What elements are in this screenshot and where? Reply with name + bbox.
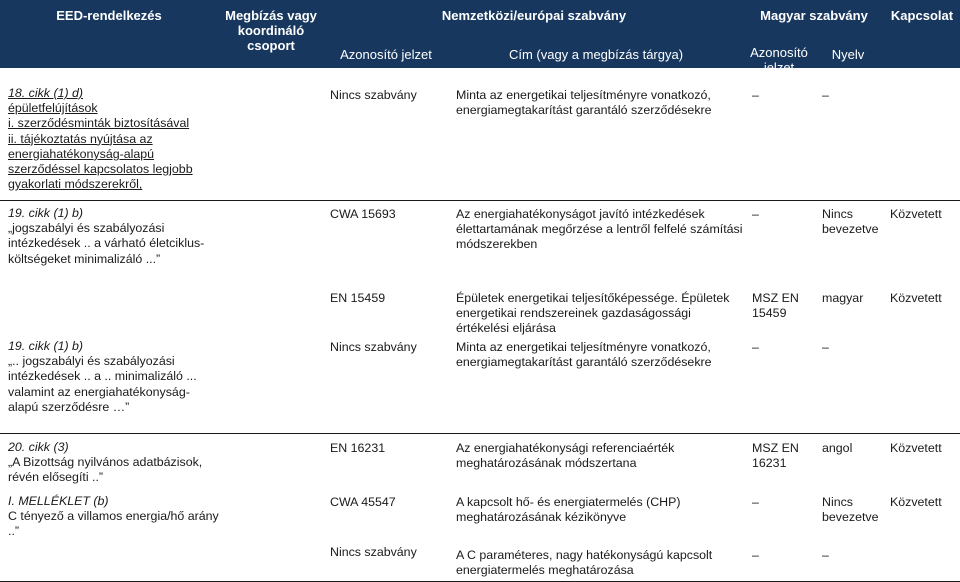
provision-ref: 19. cikk (1) b) — [8, 206, 84, 220]
relation: Közvetett — [890, 207, 942, 221]
language: – — [822, 88, 829, 102]
hu-standard-id: – — [752, 495, 759, 509]
relation: Közvetett — [890, 441, 942, 455]
provision-ref: 20. cikk (3) — [8, 440, 69, 454]
standard-id: Nincs szabvány — [330, 88, 417, 102]
hu-standard-id: – — [752, 207, 759, 221]
language: – — [822, 548, 829, 562]
row-divider — [0, 200, 960, 201]
row-divider — [0, 433, 960, 434]
language: Nincs bevezetve — [822, 495, 879, 525]
header-relation: Kapcsolat — [890, 8, 954, 23]
header-sub-title: Cím (vagy a megbízás tárgya) — [508, 47, 684, 62]
standard-id: EN 15459 — [330, 291, 386, 305]
provision-text: épületfelújítások — [8, 101, 98, 116]
provision-text: C tényező a villamos energia/hő arány ..” — [8, 509, 219, 539]
hu-standard-id: – — [752, 548, 759, 562]
provision-text: „jogszabályi és szabályozási intézkedések .. a várható életciklus-költségeket minimalizáló ...” — [8, 221, 205, 266]
provision-cell — [8, 86, 214, 192]
provision-cell — [8, 206, 214, 267]
provision-text: i. szerződésminták biztosításával — [8, 116, 190, 131]
standard-title: Az energiahatékonysági referenciaérték meghatározásának módszertana — [456, 441, 675, 471]
standard-id: Nincs szabvány — [330, 340, 417, 354]
provision-text: „.. jogszabályi és szabályozási intézkedések .. a .. minimalizáló ... valamint az energiahatékonyság-alapú szerződésre …” — [8, 354, 197, 414]
standard-id: CWA 45547 — [330, 495, 396, 509]
language: – — [822, 340, 829, 354]
relation: Közvetett — [890, 495, 942, 509]
language: Nincs bevezetve — [822, 207, 879, 237]
header-provision: EED-rendelkezés — [56, 8, 162, 23]
standard-title: A kapcsolt hő- és energiatermelés (CHP) meghatározásának kézikönyve — [456, 495, 681, 525]
provision-ref: I. MELLÉKLET (b) — [8, 494, 109, 508]
standard-title: Az energiahatékonyságot javító intézkedések élettartamának megőrzése a lentről felfelé számítási módszerekben — [456, 207, 743, 252]
header-sub-hu-id: Azonosító jelzet — [750, 45, 808, 75]
provision-text: ii. tájékoztatás nyújtása az energiahatékonyság-alapú szerződéssel kapcsolatos legjobb gyakorlati módszerekről, — [8, 131, 193, 192]
provision-cell — [8, 494, 220, 540]
hu-standard-id: – — [752, 340, 759, 354]
header-sub-lang: Nyelv — [831, 47, 865, 62]
provision-ref: 19. cikk (1) b) — [8, 339, 84, 353]
header-sub-id: Azonosító jelzet — [340, 47, 432, 62]
hu-standard-id: MSZ EN 16231 — [752, 441, 799, 471]
provision-text: „A Bizottság nyilvános adatbázisok, révén elősegíti ..” — [8, 455, 203, 485]
language: angol — [822, 441, 853, 455]
relation: Közvetett — [890, 291, 942, 305]
provision-ref: 18. cikk (1) d) — [8, 86, 84, 100]
hu-standard-id: – — [752, 88, 759, 102]
header-intl-standard: Nemzetközi/európai szabvány — [441, 8, 627, 23]
standard-id: Nincs szabvány — [330, 545, 417, 559]
language: magyar — [822, 291, 864, 305]
standard-id: CWA 15693 — [330, 207, 396, 221]
header-mandate: Megbízás vagy koordináló csoport — [225, 8, 317, 53]
hu-standard-id: MSZ EN 15459 — [752, 291, 799, 321]
standard-title: A C paraméteres, nagy hatékonyságú kapcsolt energiatermelés meghatározása — [456, 548, 713, 578]
standard-title: Minta az energetikai teljesítményre vonatkozó, energiamegtakarítást garantáló szerződésekre — [456, 340, 712, 370]
standard-title: Épületek energetikai teljesítőképessége. Épületek energetikai rendszereinek gazdaságossági értékelési eljárása — [456, 291, 730, 336]
provision-cell — [8, 440, 220, 486]
header-hu-standard: Magyar szabvány — [760, 8, 868, 23]
standard-id: EN 16231 — [330, 441, 386, 455]
standard-title: Minta az energetikai teljesítményre vonatkozó, energiamegtakarítást garantáló szerződésekre — [456, 88, 712, 118]
provision-cell — [8, 339, 220, 415]
